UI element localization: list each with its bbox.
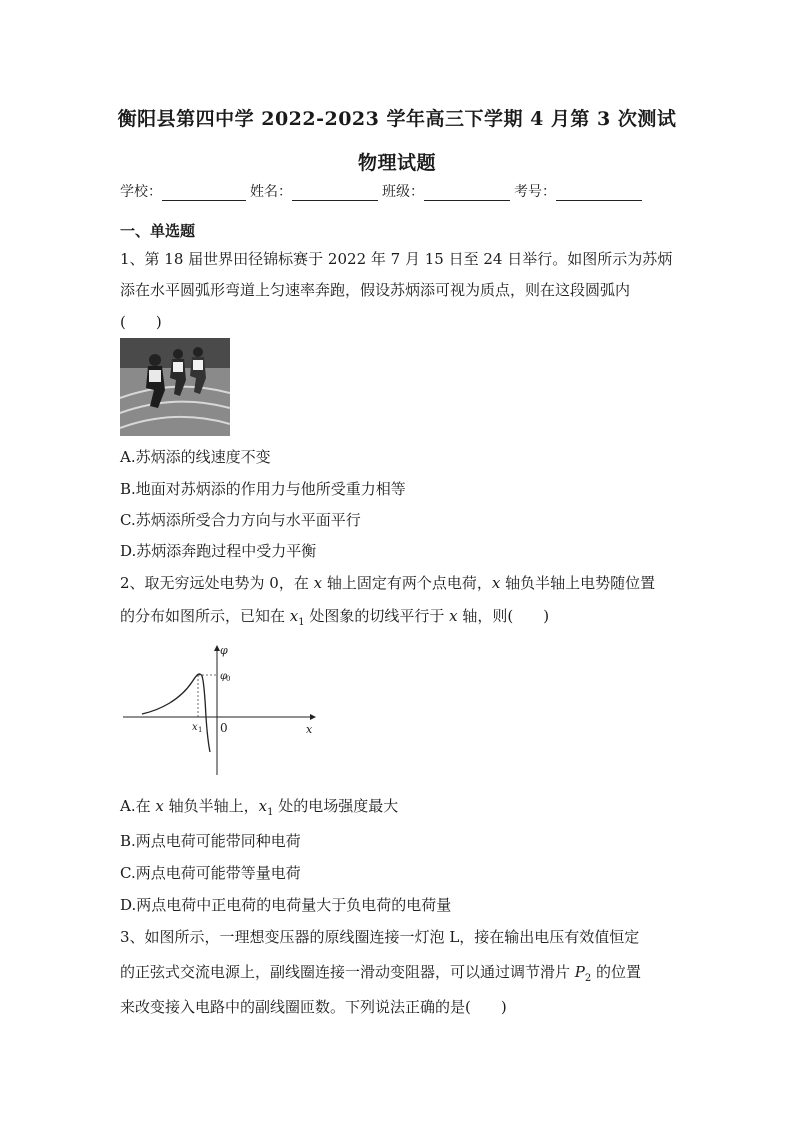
q3-stem-line3: 来改变接入电路中的副线圈匝数。下列说法正确的是( ) (120, 998, 507, 1016)
phi0-label: φ (220, 671, 228, 682)
q2-stem-line2 (120, 605, 549, 628)
p-sub: 2 (584, 973, 592, 984)
potential-curve (142, 674, 210, 752)
q2-stem-line1 (120, 572, 655, 593)
number-blank (556, 184, 642, 201)
number-label: 考号： (514, 184, 556, 200)
phi-label: φ (220, 644, 228, 657)
origin-label: 0 (220, 721, 228, 735)
x1-sub: 1 (267, 807, 274, 818)
q1-option-a: A.苏炳添的线速度不变 (120, 448, 271, 466)
exam-title: 衡阳县第四中学 2022-2023 学年高三下学期 4 月第 3 次测试 (117, 108, 677, 130)
school-label: 学校： (120, 184, 162, 200)
runner-photo (120, 338, 230, 436)
school-blank (162, 184, 246, 201)
x-var: x (313, 574, 323, 592)
x-var: x (155, 797, 164, 815)
x-var: x (449, 607, 458, 625)
q2-option-text: 处的电场强度最大 (273, 797, 399, 815)
q2-stem-text: 轴上固定有两个点电荷， (322, 574, 492, 592)
q1-option-c: C.苏炳添所受合力方向与水平面平行 (120, 511, 361, 529)
x1-sub: 1 (198, 726, 203, 734)
student-info-row (120, 181, 680, 201)
q3-stem-line2 (120, 961, 641, 984)
phi0-sub: 0 (226, 675, 231, 683)
x-axis-label: x (306, 723, 313, 736)
x1-label: x (192, 722, 198, 733)
x1-var: x (289, 607, 299, 625)
q2-option-b: B.两点电荷可能带同种电荷 (120, 832, 301, 850)
name-label: 姓名： (250, 184, 292, 200)
q2-option-text: A.在 (120, 797, 156, 815)
q2-stem-text: 轴负半轴上电势随位置 (500, 574, 656, 592)
p-var: P (574, 963, 585, 981)
class-label: 班级： (382, 184, 424, 200)
potential-graph (120, 642, 320, 777)
q3-stem-line1: 3、如图所示，一理想变压器的原线圈连接一灯泡 L，接在输出电压有效值恒定 (120, 928, 640, 946)
q3-stem-text: 的正弦式交流电源上，副线圈连接一滑动变阻器，可以通过调节滑片 (120, 963, 575, 981)
q2-option-a (120, 795, 398, 818)
section-heading: 一、单选题 (120, 222, 196, 240)
q2-stem-text: 2、取无穷远处电势为 0，在 (120, 574, 314, 592)
q1-option-d: D.苏炳添奔跑过程中受力平衡 (120, 542, 317, 560)
x1-var: x (258, 797, 268, 815)
q1-option-b: B.地面对苏炳添的作用力与他所受重力相等 (120, 480, 406, 498)
x1-sub: 1 (298, 617, 305, 628)
q2-option-c: C.两点电荷可能带等量电荷 (120, 864, 301, 882)
q1-stem-line3: ( ) (120, 313, 162, 331)
name-blank (292, 184, 378, 201)
q2-stem-text: 轴，则( ) (457, 607, 550, 625)
q2-option-d: D.两点电荷中正电荷的电荷量大于负电荷的电荷量 (120, 896, 452, 914)
q3-stem-text: 的位置 (591, 963, 642, 981)
q2-stem-text: 处图象的切线平行于 (304, 607, 450, 625)
q1-stem-line1: 1、第 18 届世界田径锦标赛于 2022 年 7 月 15 日至 24 日举行。如图所示为苏炳 (120, 250, 673, 268)
q1-stem-line2: 添在水平圆弧形弯道上匀速率奔跑，假设苏炳添可视为质点，则在这段圆弧内 (120, 281, 631, 299)
exam-subtitle: 物理试题 (357, 152, 436, 174)
q2-stem-text: 的分布如图所示，已知在 (120, 607, 290, 625)
x-var: x (491, 574, 501, 592)
class-blank (424, 184, 510, 201)
q2-option-text: 轴负半轴上， (163, 797, 259, 815)
